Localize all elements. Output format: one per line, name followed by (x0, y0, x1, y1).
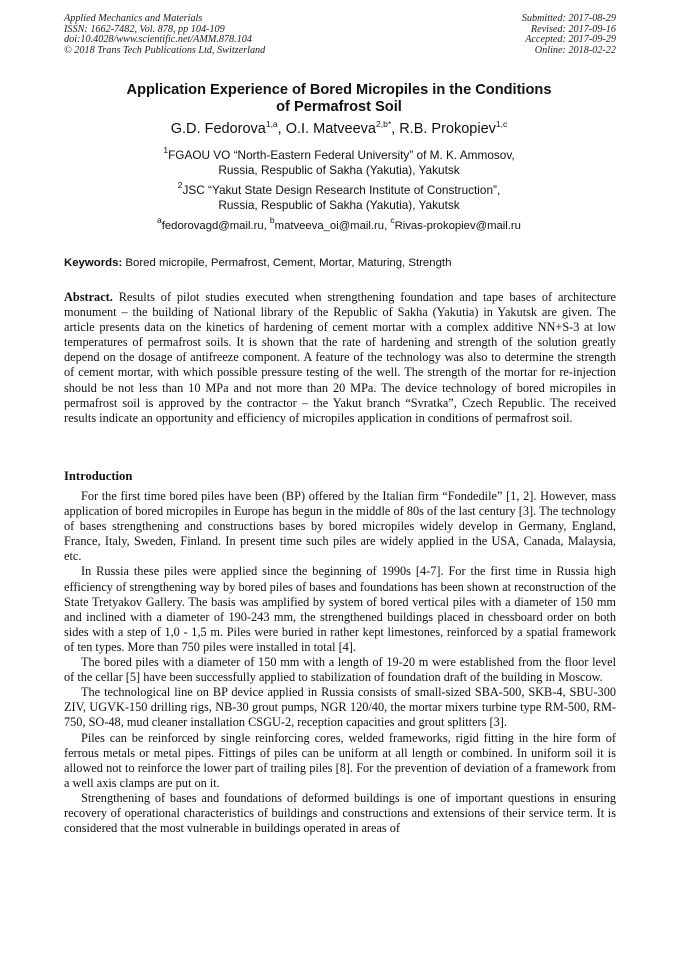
body-paragraph: Piles can be reinforced by single reinforcing cores, welded frameworks, rigid fitting in the hire form of ferrous metals or metal pipes. Fittings of piles can be uniform at all length or combined. In uniform soil it is allowed not to reinforce the lower part of trailing piles [8]. For the prevention of deviation of a framework from a well axis clamps are put on it. (64, 730, 616, 790)
email-marker: c (390, 215, 395, 225)
affiliation-1 (60, 145, 618, 178)
email-link[interactable]: Rivas-prokopiev@mail.ru (394, 220, 521, 232)
title-line-2: of Permafrost Soil (276, 99, 402, 115)
author-affiliation-marker: 1,c (495, 119, 508, 129)
affiliation-line: Russia, Respublic of Sakha (Yakutia), Yakutsk (218, 163, 460, 177)
body-paragraph: For the first time bored piles have been (BP) offered by the Italian firm “Fondedile” [1, 2]. However, mass application of bored micropiles in Europe has begun in the middle of 80s of the last century [3]. The technology of bases strengthening and constructions bases by bored micropiles widely develop in Germany, England, France, Italy, Sweden, Finland. In present time such piles are widely applied in the USA, Canada, Malaysia, etc. (64, 489, 616, 564)
email-marker: b (269, 215, 275, 225)
journal-doi: doi:10.4028/www.scientific.net/AMM.878.104 (64, 34, 252, 46)
abstract (64, 290, 616, 426)
author-name: G.D. Fedorova (170, 121, 266, 137)
body-paragraph: In Russia these piles were applied since the beginning of 1990s [4-7]. For the first time in Russia high efficiency of strengthening way by bored piles of bases and foundations has been shown at reconstruction of the State Tretyakov Gallery. The basis was amplified by system of bored vertical piles with a diameter of 150 mm and inclined with a diameter of 190-243 mm, the strengthened buildings placed in chessboard order on both sides with a step of 1,0 - 1,5 m. Piles were buried in rather kept limestones, reinforced by a spatial framework of ten types. More than 750 piles were installed in total [4]. (64, 564, 616, 654)
date-revised: Revised: 2017-09-16 (530, 23, 616, 35)
keywords-label: Keywords: (64, 257, 123, 269)
section-heading-introduction: Introduction (64, 469, 133, 483)
body-paragraph: Strengthening of bases and foundations of deformed buildings is one of important questions in ensuring recovery of operational characteristics of buildings and constructions and extensions of their service term. It is considered that the most vulnerable in buildings operated in areas of (64, 790, 616, 836)
dates-header (522, 14, 616, 57)
abstract-text: Results of pilot studies executed when strengthening foundation and tape bases of architecture monument – the building of National library of the Republic of Sakha (Yakutia) in Yakutsk are given. The article presents data on the kinetics of hardening of cement mortar with a complex additive NN+S-3 at low temperatures of permafrost soils. It is shown that the rate of hardening and strength of the solution greatly depend on the dosage of antifreeze component. A feature of the technology was also to determine the strength of cement mortar, with which possible pressure testing of the well. The strength of the mortar for re-injection should be not less than 10 MPa and not more than 20 MPa. The device technology of bored micropiles in permafrost soil is approved by the contractor – the Yakut branch “Svratka”, Czech Republic. The received results indicate an opportunity and efficiency of micropiles application in conditions of permafrost soil. (64, 290, 616, 425)
date-submitted: Submitted: 2017-08-29 (521, 13, 616, 24)
author-name: O.I. Matveeva (285, 121, 376, 137)
author-emails (60, 215, 618, 234)
date-accepted: Accepted: 2017-09-29 (525, 34, 616, 46)
email-link[interactable]: matveeva_oi@mail.ru, (274, 220, 391, 232)
title-line-1: Application Experience of Bored Micropiles in the Conditions (126, 82, 552, 98)
journal-header (64, 14, 265, 57)
author-affiliation-marker: 1,a (265, 119, 278, 129)
paper-title (60, 82, 618, 116)
affiliation-line: JSC “Yakut State Design Research Institute of Construction”, (182, 183, 501, 197)
author-name: R.B. Prokopiev (399, 121, 496, 137)
email-link[interactable]: fedorovagd@mail.ru, (161, 220, 270, 232)
body-paragraph: The technological line on BP device applied in Russia consists of small-sized SBA-500, SKB-4, SBU-300 ZIV, UGVK-150 drilling rigs, NB-30 grout pumps, NGR 120/40, the mortar mixers turbine type RM-500, RM-750, SO-48, mud cleaner installation CSGU-2, reception capacities and grout splitters [3]. (64, 685, 616, 730)
journal-issn: ISSN: 1662-7482, Vol. 878, pp 104-109 (64, 23, 225, 35)
abstract-label: Abstract. (64, 290, 113, 304)
journal-name: Applied Mechanics and Materials (64, 13, 203, 24)
body-paragraph: The bored piles with a diameter of 150 mm with a length of 19-20 m were established from the floor level of the cellar [5] have been successfully applied to stabilization of foundation draft of the building in Moscow. (64, 655, 616, 685)
journal-copyright: © 2018 Trans Tech Publications Ltd, Switzerland (64, 45, 266, 57)
keywords-text: Bored micropile, Permafrost, Cement, Mortar, Maturing, Strength (122, 257, 452, 269)
date-online: Online: 2018-02-22 (534, 45, 616, 57)
introduction-body (64, 489, 616, 836)
author-separator: , (391, 121, 400, 137)
author-separator: , (277, 121, 286, 137)
email-marker: a (157, 215, 162, 225)
affiliation-line: Russia, Respublic of Sakha (Yakutia), Yakutsk (218, 198, 460, 212)
affiliation-number: 1 (163, 145, 169, 155)
affiliation-line: FGAOU VO “North-Eastern Federal University” of M. K. Ammosov, (168, 148, 515, 162)
keywords (64, 256, 616, 271)
affiliation-2 (60, 180, 618, 213)
author-list (60, 120, 618, 138)
author-affiliation-marker: 2,b* (376, 119, 392, 129)
affiliation-number: 2 (177, 180, 183, 190)
